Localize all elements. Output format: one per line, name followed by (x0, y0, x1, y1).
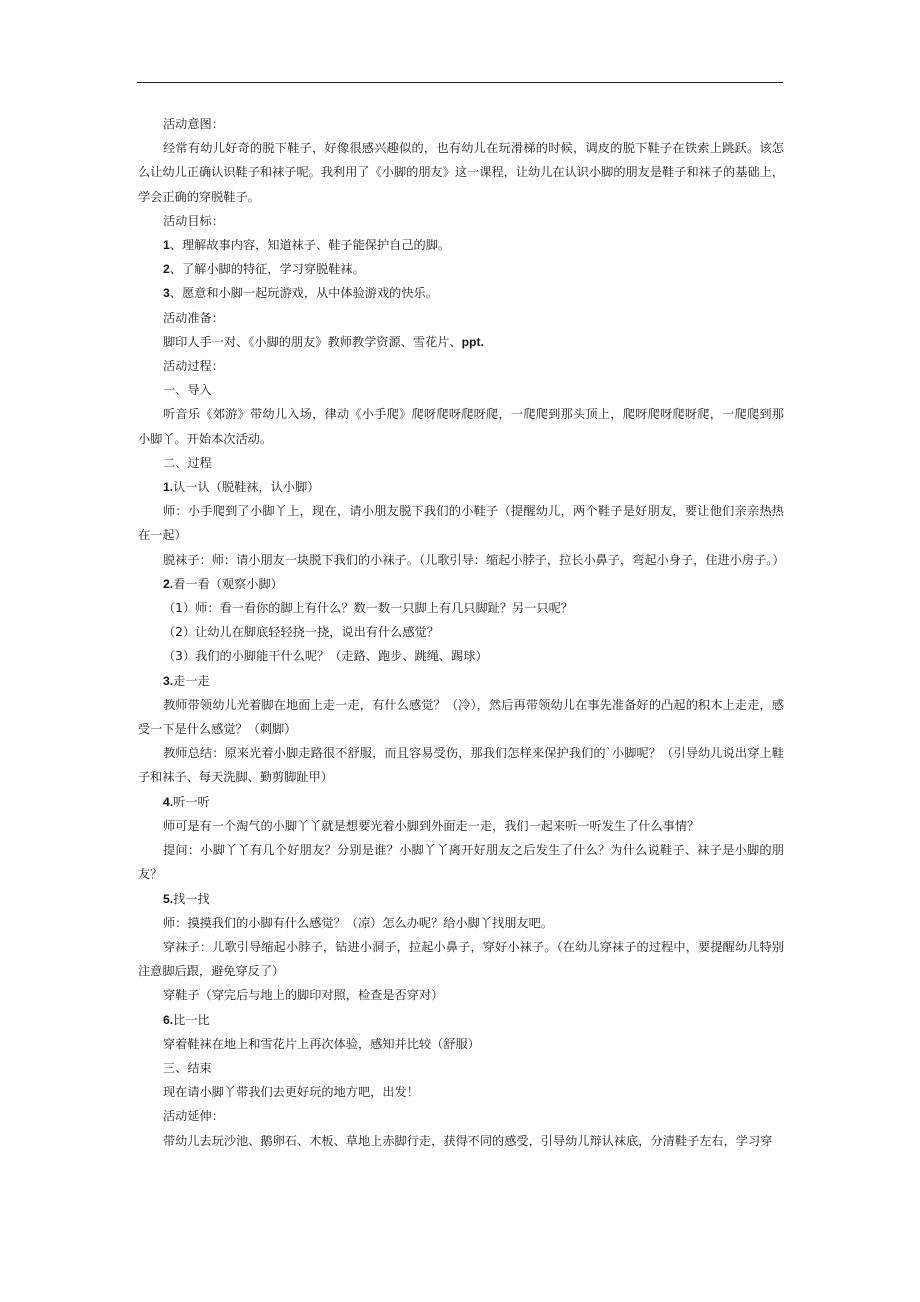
step-heading-4 (138, 790, 784, 814)
step-title: 看一看（观察小脚） (173, 576, 283, 591)
goal-item-2 (138, 257, 784, 281)
step-title: 找一找 (173, 891, 210, 906)
step-number: 6. (163, 1012, 174, 1027)
step-number: 2. (163, 576, 174, 591)
heading-goals: 活动目标： (163, 213, 224, 228)
preparation-ppt: ppt. (461, 334, 484, 349)
step-heading-5 (138, 887, 784, 911)
paragraph-step2-b: （2）让幼儿在脚底轻轻挠一挠，说出有什么感觉？ (163, 625, 439, 640)
goal-text: 、愿意和小脚一起玩游戏，从中体验游戏的快乐。 (169, 286, 438, 301)
goal-text: 、理解故事内容，知道袜子、鞋子能保护自己的脚。 (169, 238, 451, 253)
preparation-text: 脚印人手一对、《小脚的朋友》教师教学资源、雪花片、 (163, 334, 462, 349)
step-number: 1. (163, 480, 174, 495)
paragraph-step5-b: 穿袜子：儿歌引导缩起小脖子，钻进小洞子，拉起小鼻子，穿好小袜子。（在幼儿穿袜子的过程中，要提醒幼儿特别注意脚后跟，避免穿反了） (138, 939, 784, 979)
paragraph-step5-a: 师：摸摸我们的小脚有什么感觉？（凉）怎么办呢？给小脚丫找朋友吧。 (163, 915, 553, 930)
step-number: 3. (163, 673, 174, 688)
section-ending: 三、结束 (163, 1060, 212, 1075)
paragraph-step2-a: （1）师：看一看你的脚上有什么？数一数一只脚上有几只脚趾？另一只呢？ (163, 601, 573, 616)
header-rule (137, 82, 783, 83)
paragraph-step6: 穿着鞋袜在地上和雪花片上再次体验，感知并比较（舒服） (163, 1036, 480, 1051)
paragraph-step1-b: 脱袜子：师：请小朋友一块脱下我们的小袜子。（儿歌引导：缩起小脖子，拉长小鼻子，弯起小身子，住进小房子。） (163, 552, 785, 567)
step-title: 认一认（脱鞋袜，认小脚） (173, 480, 320, 495)
document-body (138, 112, 784, 1153)
heading-process: 活动过程： (163, 359, 224, 374)
paragraph-intent: 经常有幼儿好奇的脱下鞋子，好像很感兴趣似的，也有幼儿在玩滑梯的时候，调皮的脱下鞋子在铁索上跳跃。该怎么让幼儿正确认识鞋子和袜子呢。我利用了《小脚的朋友》这一课程，让幼儿在认识小脚的朋友是鞋子和袜子的基础上，学会正确的穿脱鞋子。 (138, 141, 784, 204)
paragraph-step3-b: 教师总结：原来光着小脚走路很不舒服，而且容易受伤，那我们怎样来保护我们的`小脚呢？（引导幼儿说出穿上鞋子和袜子、每天洗脚、勤剪脚趾甲） (138, 746, 784, 785)
goal-text: 、了解小脚的特征，学习穿脱鞋袜。 (169, 262, 365, 277)
section-intro: 一、导入 (163, 383, 212, 398)
paragraph-intro: 听音乐《郊游》带幼儿入场，律动《小手爬》爬呀爬呀爬呀爬，一爬爬到那头顶上，爬呀爬呀爬呀爬，一爬爬到那小脚丫。开始本次活动。 (138, 407, 784, 446)
paragraph-preparation (138, 330, 784, 354)
step-heading-2 (138, 572, 784, 596)
step-title: 走一走 (173, 673, 210, 688)
goal-number: 3 (163, 286, 170, 301)
heading-preparation: 活动准备： (163, 310, 224, 325)
goal-item-1 (138, 233, 784, 257)
section-process: 二、过程 (163, 455, 212, 470)
step-title: 比一比 (173, 1012, 210, 1027)
goal-number: 1 (163, 238, 170, 253)
paragraph-step4-b: 提问：小脚丫丫有几个好朋友？分别是谁？小脚丫丫离开好朋友之后发生了什么？为什么说鞋子、袜子是小脚的朋友？ (138, 843, 784, 882)
step-number: 4. (163, 794, 174, 809)
step-heading-3 (138, 669, 784, 693)
paragraph-step3-a: 教师带领幼儿光着脚在地面上走一走，有什么感觉？（冷），然后再带领幼儿在事先准备好的凸起的积木上走走，感受一下是什么感觉？（刺脚） (138, 697, 784, 737)
heading-intent: 活动意图： (163, 117, 224, 131)
paragraph-step5-c: 穿鞋子（穿完后与地上的脚印对照，检查是否穿对） (163, 988, 444, 1003)
heading-extension: 活动延伸： (163, 1109, 224, 1124)
step-number: 5. (163, 891, 174, 906)
step-title: 听一听 (173, 794, 210, 809)
paragraph-step1-a: 师：小手爬到了小脚丫上，现在，请小朋友脱下我们的小鞋子（提醒幼儿，两个鞋子是好朋友，要让他们亲亲热热在一起） (138, 504, 784, 543)
step-heading-6 (138, 1008, 784, 1032)
paragraph-ending: 现在请小脚丫带我们去更好玩的地方吧，出发！ (163, 1085, 419, 1100)
step-heading-1 (138, 475, 784, 499)
goal-item-3 (138, 281, 784, 305)
paragraph-step2-c: （3）我们的小脚能干什么呢？（走路、跑步、跳绳、踢球） (163, 649, 488, 664)
goal-number: 2 (163, 262, 170, 277)
paragraph-step4-a: 师可是有一个淘气的小脚丫丫就是想要光着小脚到外面走一走，我们一起来听一听发生了什么事情？ (163, 818, 700, 833)
paragraph-extension: 带幼儿去玩沙池、鹅卵石、木板、草地上赤脚行走，获得不同的感受，引导幼儿辩认袜底，分清鞋子左右，学习穿 (163, 1133, 773, 1148)
